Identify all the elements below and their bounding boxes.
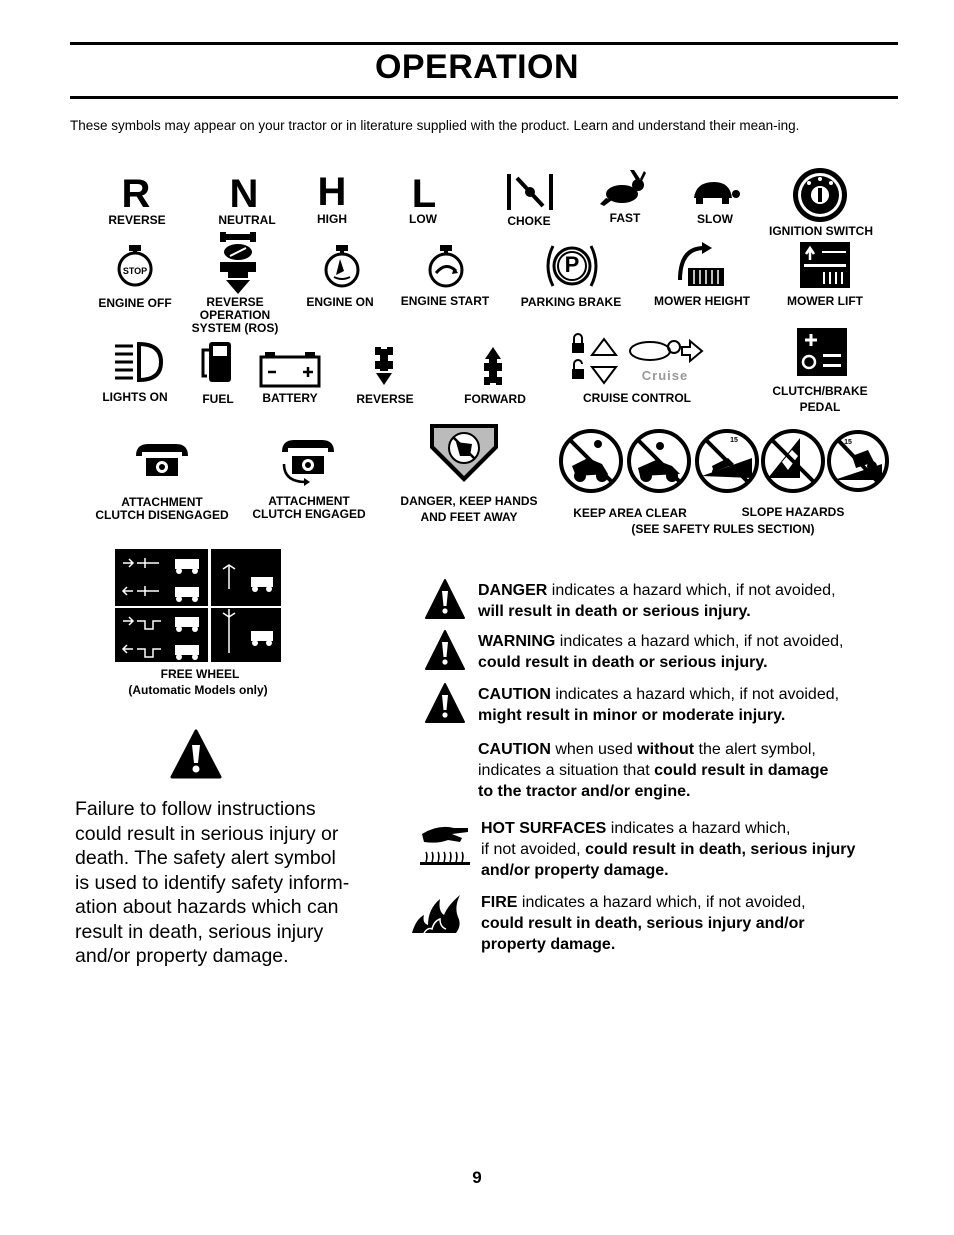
fuel-label: FUEL	[202, 392, 234, 406]
slope-num-1: 15	[730, 437, 738, 444]
danger-text: indicates a hazard which, if not avoided,	[547, 582, 836, 599]
failure-line: and/or property damage.	[75, 945, 289, 967]
danger-word: DANGER	[478, 582, 548, 599]
fire-bold1: could result in death, serious injury and/or	[481, 915, 805, 932]
keep-area-clear-icon-2	[626, 428, 692, 494]
caution2-t3: indicates a situation that	[478, 762, 655, 779]
engine-on-label: ENGINE ON	[306, 295, 374, 309]
mower-height-label: MOWER HEIGHT	[654, 294, 750, 308]
ros-label-2: OPERATION	[199, 308, 271, 322]
caution-bold: might result in minor or moderate injury.	[478, 707, 786, 724]
slope-hazard-icon-3	[826, 428, 890, 494]
high-letter: H	[317, 170, 347, 214]
failure-line: is used to identify safety inform-	[75, 871, 350, 894]
reverse-letter: R	[121, 172, 151, 216]
choke-icon	[505, 172, 555, 212]
reverse2-label: REVERSE	[356, 392, 414, 406]
warning-word: WARNING	[478, 633, 556, 650]
caution-text: indicates a hazard which, if not avoided,	[550, 686, 840, 703]
low-label: LOW	[409, 212, 437, 226]
free-wheel-icon	[115, 549, 281, 662]
slope-hazards-label: SLOPE HAZARDS	[741, 505, 845, 519]
failure-line: could result in serious injury or	[75, 822, 339, 845]
clutch-label-1: CLUTCH/BRAKE	[772, 384, 868, 398]
page-number: 9	[472, 1168, 482, 1187]
reverse-arrow-icon	[373, 345, 395, 387]
mower-lift-label: MOWER LIFT	[787, 294, 863, 308]
warning-text: indicates a hazard which, if not avoided,	[555, 633, 844, 650]
caution2-bold2: to the tractor and/or engine.	[478, 783, 691, 800]
battery-icon	[259, 352, 321, 388]
ignition-switch-icon	[791, 166, 849, 224]
attachment-engaged-icon	[280, 436, 336, 486]
fire-bold2: property damage.	[481, 936, 616, 953]
fuel-icon	[199, 340, 235, 384]
lights-on-label: LIGHTS ON	[102, 390, 168, 404]
caution2-t1: when used	[550, 741, 638, 758]
hot-text: indicates a hazard which,	[606, 820, 791, 837]
reverse-label: REVERSE	[108, 213, 166, 227]
failure-line: ation about hazards which can	[75, 896, 339, 918]
att-dis-label-2: CLUTCH DISENGAGED	[95, 508, 229, 522]
caution-alert-icon	[424, 682, 466, 724]
danger-hands-icon	[428, 422, 500, 484]
slope-num-2: 15	[844, 439, 852, 446]
caution-word: CAUTION	[478, 686, 551, 703]
engine-start-label: ENGINE START	[400, 294, 490, 308]
caution2-word: CAUTION	[478, 741, 551, 758]
cruise-control-label: CRUISE CONTROL	[583, 391, 691, 405]
hot-word: HOT SURFACES	[481, 820, 607, 837]
failure-warning-text	[75, 797, 375, 969]
page-title: OPERATION	[374, 48, 580, 86]
neutral-label: NEUTRAL	[218, 213, 276, 227]
slope-hazard-icon-2	[760, 428, 826, 494]
see-safety-label: (SEE SAFETY RULES SECTION)	[631, 522, 815, 536]
free-wheel-label-1: FREE WHEEL	[160, 667, 240, 681]
keep-area-clear-icon-1	[558, 428, 624, 494]
slow-label: SLOW	[697, 212, 733, 226]
hot-t2: if not avoided,	[481, 841, 586, 858]
att-eng-label-2: CLUTCH ENGAGED	[252, 507, 366, 521]
warning-bold: could result in death or serious injury.	[478, 654, 768, 671]
safety-alert-icon	[170, 729, 222, 779]
failure-line: death. The safety alert symbol	[75, 847, 336, 869]
danger-hands-label-2: AND FEET AWAY	[420, 510, 518, 524]
fire-definition	[481, 892, 901, 955]
ros-label-3: SYSTEM (ROS)	[191, 321, 279, 335]
ros-icon	[216, 232, 260, 296]
caution2-without: without	[637, 741, 695, 758]
att-eng-label-1: ATTACHMENT	[268, 494, 350, 508]
caution2-bold1: could result in damage	[654, 762, 829, 779]
parking-brake-label: PARKING BRAKE	[520, 295, 622, 309]
fire-text: indicates a hazard which, if not avoided,	[517, 894, 806, 911]
forward-label: FORWARD	[464, 392, 526, 406]
forward-arrow-icon	[482, 345, 504, 387]
fire-word: FIRE	[481, 894, 518, 911]
danger-definition	[478, 580, 898, 622]
warning-definition	[478, 631, 898, 673]
danger-bold: will result in death or serious injury.	[478, 603, 751, 620]
engine-on-icon	[322, 243, 362, 289]
engine-off-label: ENGINE OFF	[98, 296, 172, 310]
warning-alert-icon	[424, 629, 466, 671]
danger-hands-label-1: DANGER, KEEP HANDS	[400, 494, 538, 508]
low-letter: L	[411, 172, 437, 216]
high-label: HIGH	[317, 212, 347, 226]
failure-line: result in death, serious injury	[75, 920, 324, 943]
turtle-icon	[688, 180, 740, 206]
clutch-label-2: PEDAL	[799, 400, 841, 414]
caution2-t2: the alert symbol,	[694, 741, 816, 758]
intro-text: These symbols may appear on your tractor or in literature supplied with the product. Learn and understand their mean-ing.	[70, 118, 800, 133]
free-wheel-label-2: (Automatic Models only)	[128, 683, 268, 697]
choke-label: CHOKE	[507, 214, 551, 228]
top-rule	[70, 42, 898, 45]
hot-bold2: and/or property damage.	[481, 862, 669, 879]
cruise-word: Cruise	[641, 368, 689, 383]
caution-definition	[478, 684, 898, 726]
battery-label: BATTERY	[262, 391, 318, 405]
keep-area-clear-label: KEEP AREA CLEAR	[573, 506, 687, 520]
danger-alert-icon	[424, 578, 466, 620]
engine-start-icon	[426, 243, 466, 289]
ros-label-1: REVERSE	[206, 295, 264, 309]
ignition-label: IGNITION SWITCH	[769, 224, 873, 238]
caution-without-definition	[478, 739, 898, 802]
neutral-letter: N	[229, 172, 259, 216]
fast-label: FAST	[609, 211, 641, 225]
failure-line: Failure to follow instructions	[75, 798, 316, 820]
fire-icon	[410, 893, 464, 935]
mower-lift-icon	[800, 242, 850, 288]
hot-bold1: could result in death, serious injury	[585, 841, 856, 858]
stop-text: STOP	[122, 266, 148, 276]
lights-on-icon	[113, 340, 163, 384]
attachment-disengaged-icon	[134, 440, 190, 484]
rabbit-icon	[600, 170, 646, 210]
title-rule	[70, 96, 898, 99]
hot-surfaces-definition	[481, 818, 901, 881]
park-letter: P	[564, 252, 580, 277]
hot-surface-icon	[418, 820, 472, 868]
mower-height-icon	[674, 240, 730, 288]
clutch-brake-icon	[797, 328, 847, 376]
att-dis-label-1: ATTACHMENT	[121, 495, 203, 509]
